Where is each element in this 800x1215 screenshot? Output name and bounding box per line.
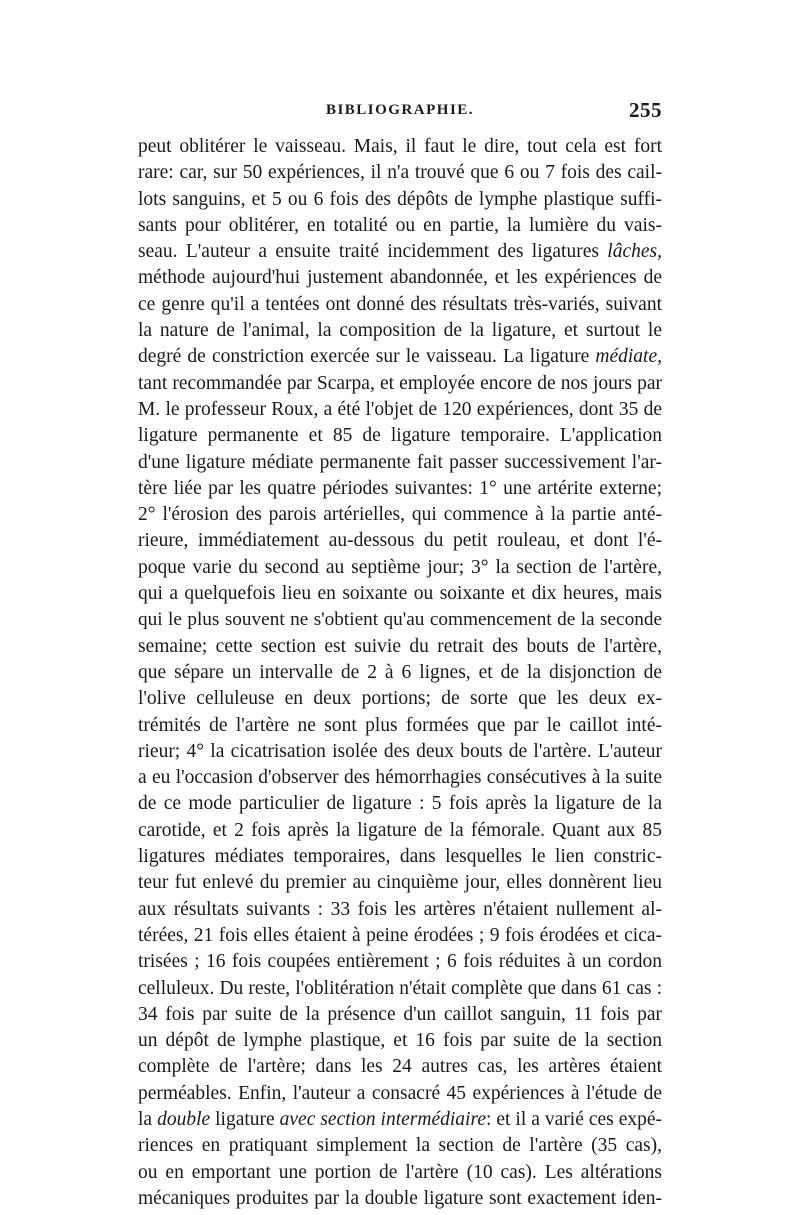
text-line: rare: car, sur 50 expériences, il n'a trouvé que 6 ou 7 fois des cail- bbox=[138, 162, 662, 184]
page-header bbox=[138, 98, 662, 128]
text-line: trisées ; 16 fois coupées entièrement ; 6 fois réduites à un cordon bbox=[138, 951, 662, 973]
text-line: 2° l'érosion des parois artérielles, qui commence à la partie anté- bbox=[138, 504, 662, 526]
text-line: poque varie du second au septième jour; 3° la section de l'artère, bbox=[138, 556, 662, 578]
text-line: M. le professeur Roux, a été l'objet de 120 expériences, dont 35 de bbox=[138, 398, 662, 420]
text-line: teur fut enlevé du premier au cinquième jour, elles donnèrent lieu bbox=[138, 872, 662, 894]
text-line: carotide, et 2 fois après la ligature de la fémorale. Quant aux 85 bbox=[138, 819, 662, 841]
text-line: de ce mode particulier de ligature : 5 fois après la ligature de la bbox=[138, 793, 662, 815]
text-line: qui le plus souvent ne s'obtient qu'au commencement de la seconde bbox=[138, 609, 662, 631]
text-line: seau. L'auteur a ensuite traité incidemment des ligatures lâches, bbox=[138, 241, 662, 263]
body-text bbox=[138, 134, 662, 1212]
text-line: un dépôt de lymphe plastique, et 16 fois par suite de la section bbox=[138, 1030, 662, 1052]
page-number: 255 bbox=[629, 98, 662, 122]
text-line: rieur; 4° la cicatrisation isolée des deux bouts de l'artère. L'auteur bbox=[138, 740, 662, 762]
text-line: tant recommandée par Scarpa, et employée encore de nos jours par bbox=[138, 372, 662, 394]
text-line: complète de l'artère; dans les 24 autres cas, les artères étaient bbox=[138, 1056, 662, 1078]
text-line: la double ligature avec section intermédiaire: et il a varié ces expé- bbox=[138, 1108, 662, 1130]
text-line: tère liée par les quatre périodes suivantes: 1° une artérite externe; bbox=[138, 477, 662, 499]
text-line: aux résultats suivants : 33 fois les artères n'étaient nullement al- bbox=[138, 898, 662, 920]
text-line: que sépare un intervalle de 2 à 6 lignes, et de la disjonction de bbox=[138, 661, 662, 683]
text-line: degré de constriction exercée sur le vaisseau. La ligature médiate, bbox=[138, 346, 662, 368]
text-line: ce genre qu'il a tentées ont donné des résultats très-variés, suivant bbox=[138, 293, 662, 315]
text-line: sants pour oblitérer, en totalité ou en partie, la lumière du vais- bbox=[138, 214, 662, 236]
text-line: peut oblitérer le vaisseau. Mais, il faut le dire, tout cela est fort bbox=[138, 136, 662, 157]
text-line: ou en emportant une portion de l'artère (10 cas). Les altérations bbox=[138, 1161, 662, 1183]
text-line: méthode aujourd'hui justement abandonnée, et les expériences de bbox=[138, 267, 662, 289]
text-line: celluleux. Du reste, l'oblitération n'était complète que dans 61 cas : bbox=[138, 977, 662, 999]
text-line: rieure, immédiatement au-dessous du petit rouleau, et dont l'é- bbox=[138, 530, 662, 552]
text-line: d'une ligature médiate permanente fait passer successivement l'ar- bbox=[138, 451, 662, 473]
text-line: ligatures médiates temporaires, dans lesquelles le lien constric- bbox=[138, 846, 662, 868]
text-line: 34 fois par suite de la présence d'un caillot sanguin, 11 fois par bbox=[138, 1003, 662, 1025]
text-line: lots sanguins, et 5 ou 6 fois des dépôts de lymphe plastique suffi- bbox=[138, 188, 662, 210]
text-line: riences en pratiquant simplement la section de l'artère (35 cas), bbox=[138, 1135, 662, 1157]
text-line: mécaniques produites par la double ligature sont exactement iden- bbox=[138, 1187, 662, 1209]
running-title: BIBLIOGRAPHIE. bbox=[325, 102, 475, 118]
text-line: trémités de l'artère ne sont plus formées que par le caillot inté- bbox=[138, 714, 662, 736]
text-line: l'olive celluleuse en deux portions; de sorte que les deux ex- bbox=[138, 688, 662, 710]
text-line: qui a quelquefois lieu en soixante ou soixante et dix heures, mais bbox=[138, 583, 662, 605]
text-line: perméables. Enfin, l'auteur a consacré 45 expériences à l'étude de bbox=[138, 1082, 662, 1104]
text-line: a eu l'occasion d'observer des hémorrhagies consécutives à la suite bbox=[138, 767, 662, 789]
text-line: la nature de l'animal, la composition de la ligature, et surtout le bbox=[138, 320, 662, 342]
text-line: térées, 21 fois elles étaient à peine érodées ; 9 fois érodées et cica- bbox=[138, 924, 662, 946]
text-line: ligature permanente et 85 de ligature temporaire. L'application bbox=[138, 425, 662, 447]
text-line: semaine; cette section est suivie du retrait des bouts de l'artère, bbox=[138, 635, 662, 657]
